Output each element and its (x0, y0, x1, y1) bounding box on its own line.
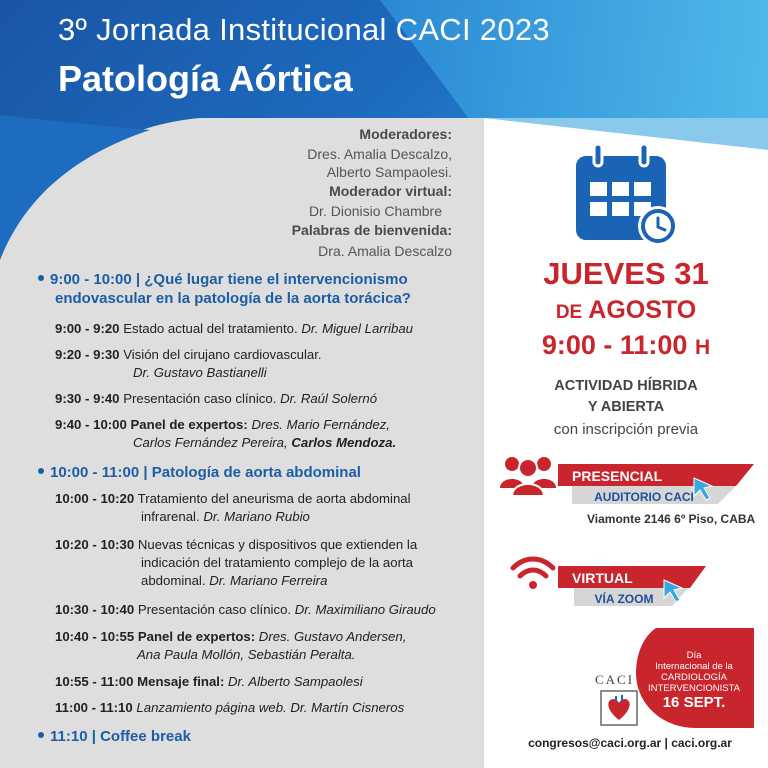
event-month: DE AGOSTO (555, 296, 697, 324)
program-item: 10:30 - 10:40 Presentación caso clínico. Dr. Maximiliano Giraudo (55, 602, 436, 617)
program-item: 9:00 - 9:20 Estado actual del tratamiento. Dr. Miguel Larribau (55, 321, 413, 336)
moderators-names-line2: Alberto Sampaolesi. (326, 164, 452, 180)
activity-type-line1: ACTIVIDAD HÍBRIDA (554, 378, 698, 394)
event-subtitle: Patología Aórtica (58, 58, 353, 99)
virtual-platform: VÍA ZOOM (594, 592, 654, 606)
presencial-label: PRESENCIAL (572, 468, 663, 484)
bullet-icon (38, 732, 44, 738)
program-item: 10:55 - 11:00 Mensaje final: Dr. Alberto Sampaolesi (55, 674, 363, 689)
wifi-icon (510, 556, 556, 592)
program-item: 9:40 - 10:00 Panel de expertos: Dres. Mario Fernández, Carlos Fernández Pereira, Carlos Mendoza. (55, 417, 397, 450)
people-group-icon (500, 454, 556, 496)
virtual-moderator-name: Dr. Dionisio Chambre (308, 203, 442, 219)
moderators-names-line1: Dres. Amalia Descalzo, (307, 146, 452, 162)
presencial-venue: AUDITORIO CACI (594, 490, 694, 504)
welcome-label: Palabras de bienvenida: (291, 222, 452, 238)
caci-logo-text: CACI (595, 672, 635, 687)
program-item: 11:00 - 11:10 Lanzamiento página web. Dr. Martín Cisneros (55, 700, 405, 715)
cursor-arrow-icon (662, 578, 686, 604)
event-title: 3º Jornada Institucional CACI 2023 (58, 12, 550, 47)
session-1-title: 9:00 - 10:00 | ¿Qué lugar tiene el intervencionismo endovascular en la patología de la aorta torácica? (38, 270, 411, 308)
bullet-icon (38, 275, 44, 281)
calendar-clock-icon (570, 142, 682, 250)
program-item: 9:20 - 9:30 Visión del cirujano cardiovascular. Dr. Gustavo Bastianelli (55, 347, 322, 380)
badge-text: Día Internacional de la CARDIOLOGÍA INTERVENCIONISTA (647, 650, 741, 694)
event-time: 9:00 - 11:00 H (541, 330, 711, 360)
welcome-name: Dra. Amalia Descalzo (318, 243, 452, 259)
program-item: 10:00 - 10:20 Tratamiento del aneurisma de aorta abdominal infrarenal. Dr. Mariano Rubio (55, 491, 411, 524)
program-item: 10:20 - 10:30 Nuevas técnicas y dispositivos que extienden la indicación del tratamiento complejo de la aorta abdominal. Dr. Mariano Ferreira (55, 537, 418, 588)
event-day: JUEVES 31 (543, 256, 709, 291)
program-item: 10:40 - 10:55 Panel de expertos: Dres. Gustavo Andersen, Ana Paula Mollón, Sebastián Peralta. (55, 629, 407, 662)
session-2-title: 10:00 - 11:00 | Patología de aorta abdominal (38, 463, 361, 482)
cursor-arrow-icon (692, 476, 716, 502)
session-3-title: 11:10 | Coffee break (38, 727, 191, 746)
program-item: 9:30 - 9:40 Presentación caso clínico. Dr. Raúl Solernó (55, 391, 378, 406)
heart-logo-icon (600, 690, 638, 726)
registration-note: con inscripción previa (553, 421, 699, 438)
presencial-address: Viamonte 2146 6º Piso, CABA (587, 512, 756, 526)
virtual-moderator-label: Moderador virtual: (329, 183, 452, 199)
virtual-label: VIRTUAL (572, 570, 633, 586)
bullet-icon (38, 468, 44, 474)
footer-contact[interactable]: congresos@caci.org.ar | caci.org.ar (528, 736, 732, 750)
badge-date: 16 SEPT. (662, 694, 726, 711)
moderators-label: Moderadores: (359, 126, 452, 142)
activity-type-line2: Y ABIERTA (587, 399, 665, 415)
